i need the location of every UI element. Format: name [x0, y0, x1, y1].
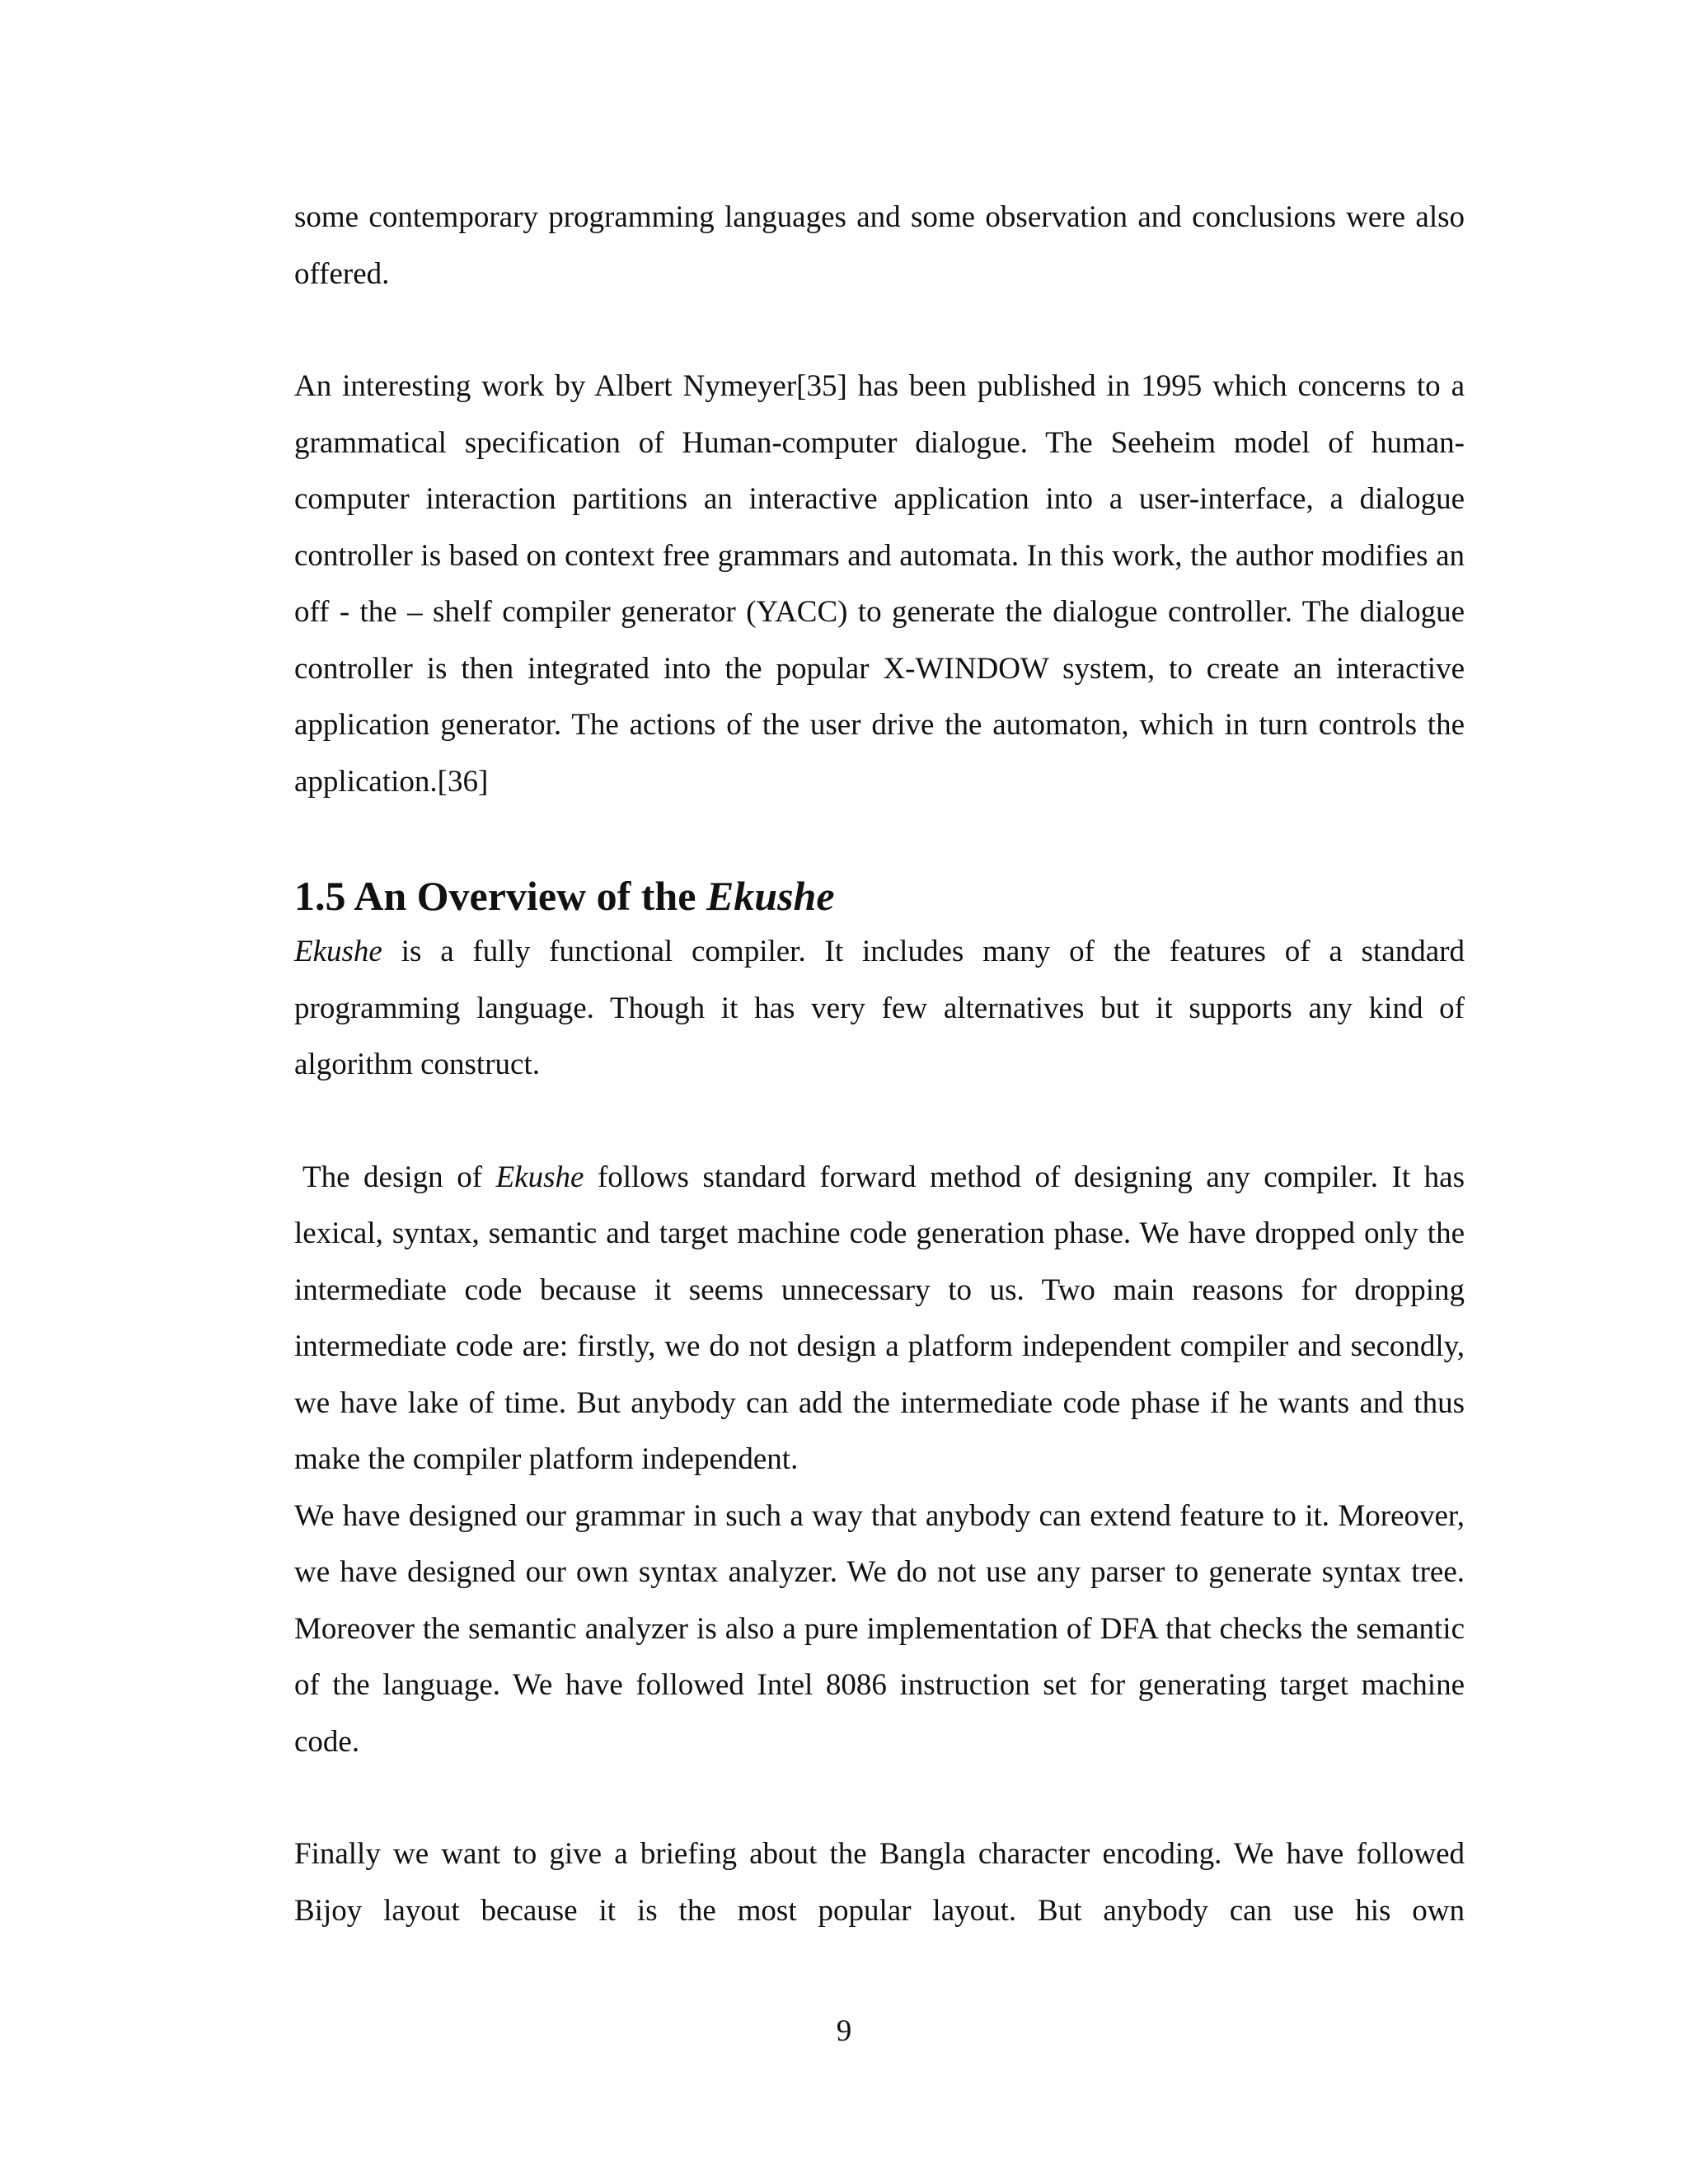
section-heading-prefix: 1.5 An Overview of the — [294, 873, 706, 919]
paragraph-design-of-ekushe — [294, 1150, 1465, 1488]
paragraph-bangla-encoding — [294, 1826, 1465, 1939]
document-body — [294, 190, 1465, 1939]
paragraph-text: We have designed our grammar in such a way that anybody can extend feature to it. Moreover, we have designed our own syntax analyzer. We do not use any parser to generate syntax tree. Moreover the semantic analyzer is also a pure implementation of DFA that checks the semantic of the language. We have followed Intel 8086 instruction set for generating target machine code. — [294, 1498, 1465, 1759]
paragraph-text-start: The design of — [302, 1160, 496, 1194]
section-heading-italic: Ekushe — [706, 873, 835, 919]
ekushe-italic-term: Ekushe — [294, 935, 382, 968]
paragraph-gap — [294, 1094, 1465, 1150]
paragraph-gap — [294, 810, 1465, 856]
paragraph-gap — [294, 302, 1465, 359]
paragraph-nymeyer-work — [294, 359, 1465, 810]
paragraph-text: is a fully functional compiler. It includes many of the features of a standard programming language. Though it has very few alternatives but it supports any kind of algorithm construct. — [294, 935, 1465, 1081]
ekushe-italic-term: Ekushe — [495, 1160, 584, 1194]
paragraph-contemporary-languages — [294, 190, 1465, 302]
paragraph-grammar-design — [294, 1488, 1465, 1771]
paragraph-text: Finally we want to give a briefing about the Bangla character encoding. We have followed Bijoy layout because it is the most popular layout. But anybody can use his own — [294, 1837, 1465, 1928]
paragraph-text: follows standard forward method of designing any compiler. It has lexical, syntax, semantic and target machine code generation phase. We have dropped only the intermediate code because it seems unnecessary to us. Two main reasons for dropping intermediate code are: firstly, we do not design a platform independent compiler and secondly, we have lake of time. But anybody can add the intermediate code phase if he wants and thus make the compiler platform independent. — [294, 1160, 1465, 1476]
page-number: 9 — [836, 2014, 852, 2048]
paragraph-text: An interesting work by Albert Nymeyer[35] has been published in 1995 which concerns to a grammatical specification of Human-computer dialogue. The Seeheim model of human-computer interaction partitions an interactive application into a user-interface, a dialogue controller is based on context free grammars and automata. In this work, the author modifies an off - the – shelf compiler generator (YACC) to generate the dialogue controller. The dialogue controller is then integrated into the popular X-WINDOW system, to create an interactive application generator. The actions of the user drive the automaton, which in turn controls the application.[36] — [294, 369, 1465, 799]
section-heading — [294, 856, 1465, 924]
paragraph-gap — [294, 1770, 1465, 1826]
paragraph-ekushe-overview — [294, 924, 1465, 1094]
paragraph-text: some contemporary programming languages and some observation and conclusions were also offered. — [294, 200, 1465, 291]
